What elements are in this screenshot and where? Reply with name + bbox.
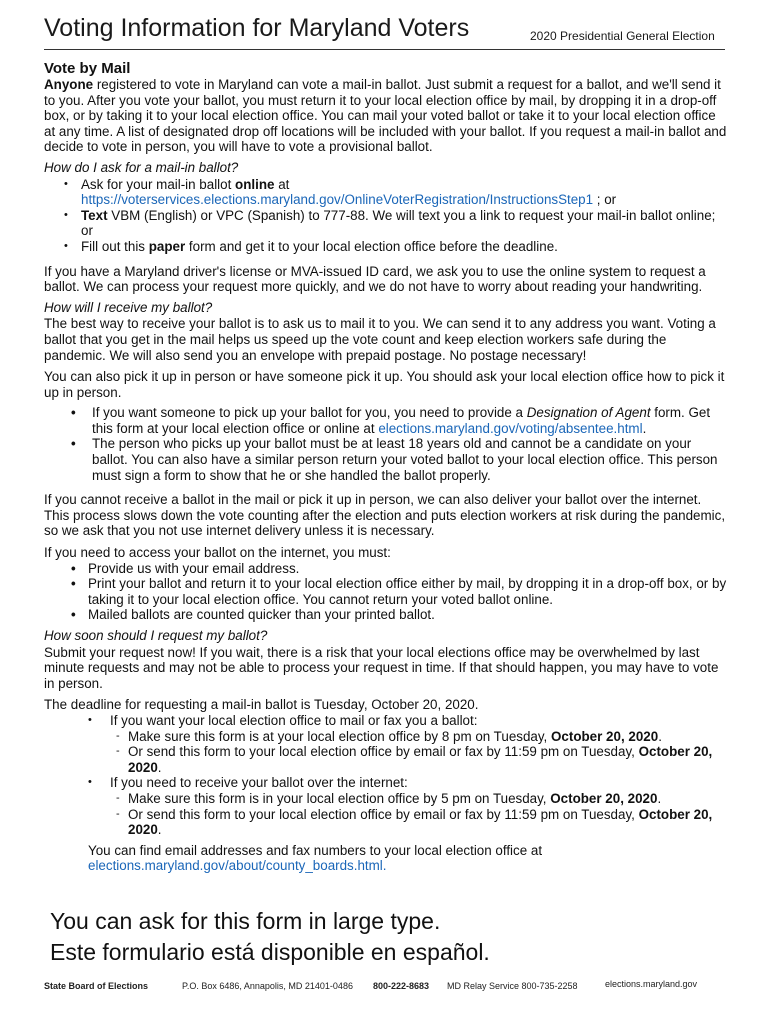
intro-text-3: If you request a mail-in ballot and decide to vote in person, you will have to vote a provisional ballot. (44, 123, 727, 155)
internet-paragraph: If you cannot receive a ballot in the mail or pick it up in person, we can also deliver your ballot over the internet. This process slows down the vote counting after the election and puts election workers at risk during the pandemic, so we ask that you not use internet delivery unless it is necessary. (44, 492, 726, 539)
deadline-sublist (110, 791, 728, 838)
footer-phone: 800-222-8683 (373, 981, 430, 991)
item-text: . (157, 759, 162, 775)
list-item (44, 405, 728, 436)
receive-paragraph-1: The best way to receive your ballot is to ask us to mail it to you. We can send it to any address you want. Voting a ballot that you get in the mail helps us speed up the vote count and keep election workers safe during the pandemic. We will also send you an envelope with prepaid postage. No postage necessary! (44, 316, 716, 363)
item-bold: October 20, 2020 (128, 806, 713, 838)
request-methods-list (44, 177, 728, 255)
list-item: • Print your ballot and return it to your local election office either by mail, by dropping it in a drop-off box, or by taking it to your local election office. You cannot return your voted ballot online. (44, 576, 728, 607)
item-text: Ask for your mail-in ballot (81, 176, 236, 192)
intro-text-1: registered to vote in Maryland can vote a mail-in ballot. Just submit a request for a ballot, and we'll send it to you. After you vote your ballot, you must return it to your local election office by mail, by dropping it in a drop-off box, or by taking it to your local election office. You can mail your voted ballot or take it to your local election office at any time. (44, 77, 721, 139)
item-text: ; or (593, 192, 617, 208)
list-item (110, 744, 728, 775)
item-text: If you need to receive your ballot over the internet: (110, 775, 408, 791)
soon-paragraph: Submit your request now! If you wait, there is a risk that your local elections office may be overwhelmed by last minute requests and may not be able to process your request in time. If that should happen, you may have to vote in person. (44, 644, 719, 691)
item-text: Make sure this form is in your local election office by 5 pm on Tuesday, (128, 790, 551, 806)
large-type-spanish: Este formulario está disponible en español. (50, 939, 490, 965)
item-text: . (657, 790, 662, 806)
main-content (44, 60, 728, 874)
item-bold: paper (148, 238, 186, 254)
item-bold: online (235, 176, 275, 192)
question-how-soon: How soon should I request my ballot? (44, 628, 268, 643)
internet-requirements-list (44, 561, 728, 623)
item-text: Make sure this form is at your local election office by 8 pm on Tuesday, (128, 728, 551, 744)
item-text: VBM (English) or VPC (Spanish) to 777-88. We will text you a link to request your mail-in ballot online; or (81, 207, 716, 239)
list-item (44, 775, 728, 837)
list-item: • Mailed ballots are counted quicker than your printed ballot. (44, 607, 728, 623)
header-divider (44, 49, 725, 50)
absentee-link[interactable]: elections.maryland.gov/voting/absentee.html (378, 420, 643, 436)
item-text: If you want your local election office to mail or fax you a ballot: (110, 712, 478, 728)
item-text: Or send this form to your local election office by email or fax by 11:59 pm on Tuesday, (128, 806, 639, 822)
intro-bold: Anyone (44, 77, 94, 92)
footer-relay: MD Relay Service 800-735-2258 (447, 981, 578, 991)
item-bold: Text (81, 207, 108, 223)
list-item (44, 239, 728, 255)
item-bold: October 20, 2020 (551, 728, 659, 744)
list-item: • Provide us with your email address. (44, 561, 728, 577)
footer-address: P.O. Box 6486, Annapolis, MD 21401-0486 (182, 981, 353, 991)
item-bold: October 20, 2020 (128, 744, 713, 775)
item-text: . (658, 728, 662, 744)
find-text: You can find email addresses and fax numbers to your local election office at (88, 842, 543, 858)
item-text: at (274, 176, 290, 192)
section-heading: Vote by Mail (44, 60, 131, 77)
list-item (110, 791, 728, 807)
question-how-receive: How will I receive my ballot? (44, 299, 213, 315)
deadline-sublist (110, 729, 728, 776)
item-text: Or send this form to your local election office by email or fax by 11:59 pm on Tuesday, (128, 744, 639, 760)
list-item (110, 729, 728, 745)
county-boards-note (44, 843, 728, 874)
item-text: If you want someone to pick up your ballot for you, you need to provide a (92, 405, 527, 421)
list-item: • The person who picks up your ballot must be at least 18 years old and cannot be a candidate on your ballot. You can also have a similar person return your voted ballot to your local election office. This person must sign a form to show that he or she handled the ballot properly. (44, 436, 728, 483)
large-type-notice (50, 906, 490, 968)
page-title: Voting Information for Maryland Voters (44, 14, 470, 42)
intro-paragraph (44, 77, 728, 155)
item-text: form. Get this form at your local election office or online at (92, 405, 711, 436)
item-text: . (157, 822, 162, 838)
question-how-ask: How do I ask for a mail-in ballot? (44, 159, 239, 175)
mva-note: If you have a Maryland driver's license or MVA-issued ID card, we ask you to use the online system to request a ballot. We can process your request more quickly, and we do not have to worry about reading your handwriting. (44, 263, 706, 295)
page-subtitle: 2020 Presidential General Election (530, 29, 715, 43)
pickup-list (44, 405, 728, 483)
item-italic: Designation of Agent (526, 405, 651, 421)
deadline-list (44, 713, 728, 838)
large-type-english: You can ask for this form in large type. (50, 908, 441, 934)
county-boards-link[interactable]: elections.maryland.gov/about/county_boards.html. (88, 858, 387, 874)
deadline-paragraph: The deadline for requesting a mail-in ballot is Tuesday, October 20, 2020. (44, 697, 479, 713)
list-item (44, 713, 728, 775)
item-bold: October 20, 2020 (550, 790, 658, 806)
footer-website[interactable]: elections.maryland.gov (605, 979, 698, 989)
list-item (110, 807, 728, 838)
footer-org: State Board of Elections (44, 981, 149, 991)
item-text: form and get it to your local election office before the deadline. (185, 238, 558, 254)
internet-requirements-intro: If you need to access your ballot on the internet, you must: (44, 545, 391, 561)
online-request-link[interactable]: https://voterservices.elections.maryland.gov/OnlineVoterRegistration/InstructionsStep1 (81, 192, 594, 208)
intro-text-2: A list of designated drop off locations will be included with your ballot. (116, 123, 526, 139)
list-item (44, 208, 728, 239)
item-text: Fill out this (81, 238, 149, 254)
list-item (44, 177, 728, 208)
receive-paragraph-2: You can also pick it up in person or have someone pick it up. You should ask your local election office how to pick it up in person. (44, 369, 725, 400)
item-text: . (642, 420, 647, 436)
